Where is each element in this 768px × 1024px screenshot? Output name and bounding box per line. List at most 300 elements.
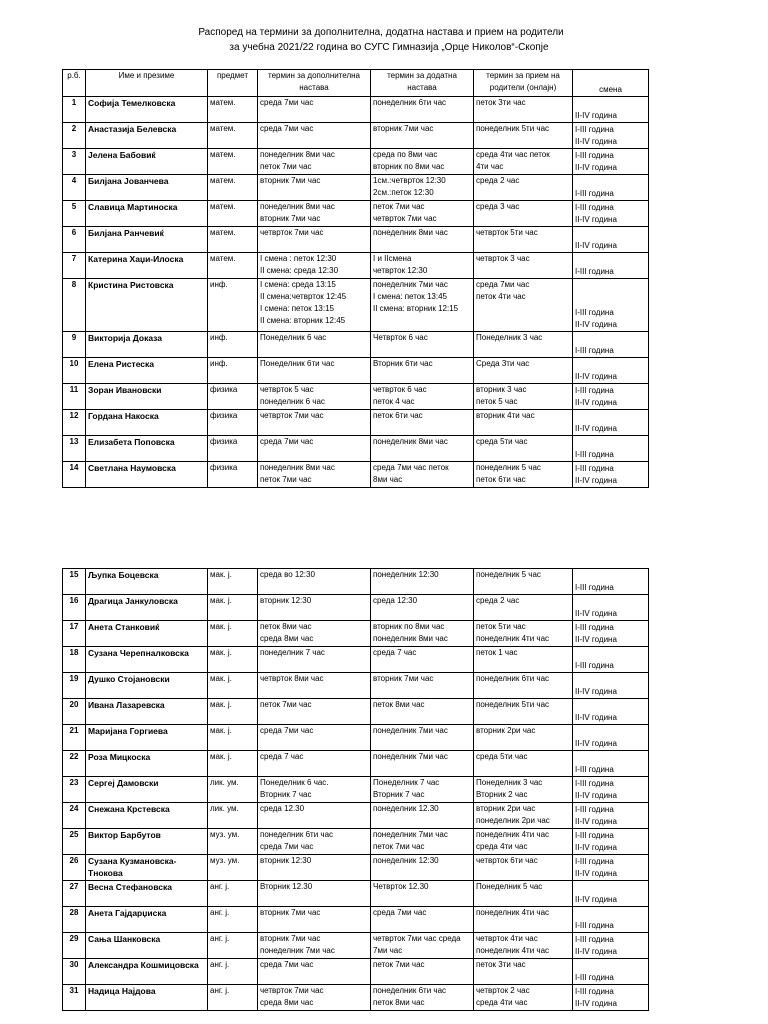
extra-class-term-line: Понеделник 6 час <box>260 333 327 342</box>
row-number: 11 <box>63 384 86 410</box>
shift-line: I-III година <box>575 921 614 930</box>
row-number: 24 <box>63 803 86 829</box>
shift <box>573 803 649 829</box>
extra-class-term <box>258 253 371 279</box>
shift-line: I-III година <box>575 583 614 592</box>
parents-meeting-term-line: среда 5ти час <box>476 752 528 761</box>
extra-class-term <box>258 384 371 410</box>
additional-class-term-line: вторник по 8ми час <box>373 162 445 171</box>
extra-class-term-line: среда 8ми час <box>260 998 314 1007</box>
row-number: 10 <box>63 358 86 384</box>
teacher-name: Виктор Барбутов <box>86 829 208 855</box>
extra-class-term-line: понеделник 8ми час <box>260 463 335 472</box>
extra-class-term <box>258 595 371 621</box>
row-number: 5 <box>63 201 86 227</box>
additional-class-term <box>371 725 474 751</box>
row-number: 8 <box>63 279 86 332</box>
teacher-name: Сања Шанковска <box>86 933 208 959</box>
extra-class-term-line: Вторник 12.30 <box>260 882 313 891</box>
extra-class-term <box>258 621 371 647</box>
subject: мак. ј. <box>208 647 258 673</box>
additional-class-term-line: Вторник 6ти час <box>373 359 433 368</box>
extra-class-term-line: Понеделник 6ти час <box>260 359 335 368</box>
table-row <box>63 673 649 699</box>
additional-class-term <box>371 699 474 725</box>
parents-meeting-term-line: среда 4ти час <box>476 842 528 851</box>
parents-meeting-term-line: среда 4ти час <box>476 998 528 1007</box>
parents-meeting-term-line: петок 3ти час <box>476 960 526 969</box>
teacher-name: Снежана Крстевска <box>86 803 208 829</box>
teacher-name: Сергеј Дамовски <box>86 777 208 803</box>
teacher-name: Софија Темелковска <box>86 97 208 123</box>
parents-meeting-term <box>474 332 573 358</box>
shift-line: II-IV година <box>575 111 617 120</box>
additional-class-term <box>371 253 474 279</box>
extra-class-term-line: вторник 7ми час <box>260 176 321 185</box>
row-number: 13 <box>63 436 86 462</box>
parents-meeting-term-line: среда 3 час <box>476 202 520 211</box>
additional-class-term-line: понеделник 7ми час <box>373 830 448 839</box>
extra-class-term-line: I смена : петок 12:30 <box>260 254 337 263</box>
row-number: 27 <box>63 881 86 907</box>
extra-class-term-line: Понеделник 6 час. <box>260 778 329 787</box>
teacher-name: Љупка Боцевска <box>86 569 208 595</box>
row-number: 26 <box>63 855 86 881</box>
extra-class-term <box>258 699 371 725</box>
parents-meeting-term <box>474 621 573 647</box>
additional-class-term-line: понеделник 6ти час <box>373 986 447 995</box>
shift-line: II-IV година <box>575 163 617 172</box>
extra-class-term-line: среда 7ми час <box>260 98 314 107</box>
additional-class-term-line: понеделник 8ми час <box>373 437 448 446</box>
extra-class-term-line: петок 7ми час <box>260 162 312 171</box>
extra-class-term <box>258 933 371 959</box>
extra-class-term <box>258 829 371 855</box>
extra-class-term <box>258 123 371 149</box>
subject: матем. <box>208 175 258 201</box>
additional-class-term <box>371 673 474 699</box>
additional-class-term <box>371 123 474 149</box>
header-name: Име и презиме <box>86 70 208 97</box>
shift <box>573 569 649 595</box>
additional-class-term <box>371 621 474 647</box>
table-header <box>63 70 649 97</box>
subject: физика <box>208 384 258 410</box>
shift-line: II-IV година <box>575 372 617 381</box>
additional-class-term <box>371 332 474 358</box>
parents-meeting-term-line: понеделник 5 час <box>476 463 541 472</box>
shift-line: I-III година <box>575 386 614 395</box>
subject: матем. <box>208 123 258 149</box>
table-row <box>63 97 649 123</box>
parents-meeting-term <box>474 227 573 253</box>
row-number: 29 <box>63 933 86 959</box>
teacher-name: Надица Најдова <box>86 985 208 1011</box>
parents-meeting-term-line: четврток 5ти час <box>476 228 538 237</box>
additional-class-term-line: I и IIсмена <box>373 254 412 263</box>
additional-class-term-line: Четврток 12.30 <box>373 882 429 891</box>
row-number: 19 <box>63 673 86 699</box>
teacher-name: Билјана Јованчева <box>86 175 208 201</box>
parents-meeting-term-line: понеделник 4ти час <box>476 634 550 643</box>
parents-meeting-term <box>474 462 573 488</box>
table-row <box>63 569 649 595</box>
additional-class-term-line: 2см.:петок 12:30 <box>373 188 434 197</box>
parents-meeting-term-line: среда 2 час <box>476 596 520 605</box>
teacher-name: Анета Станковиќ <box>86 621 208 647</box>
extra-class-term-line: четврток 7ми час <box>260 411 324 420</box>
subject: анг. ј. <box>208 959 258 985</box>
shift-line: I-III година <box>575 857 614 866</box>
additional-class-term-line: петок 7ми час <box>373 202 425 211</box>
extra-class-term-line: среда 7ми час <box>260 726 314 735</box>
shift <box>573 201 649 227</box>
teacher-name: Роза Мицкоска <box>86 751 208 777</box>
teacher-name-line: Сузана Кузмановска- <box>88 856 177 866</box>
extra-class-term-line: четврток 8ми час <box>260 674 324 683</box>
parents-meeting-term-line: Вторник 2 час <box>476 790 528 799</box>
shift-line: I-III година <box>575 805 614 814</box>
additional-class-term <box>371 907 474 933</box>
shift <box>573 777 649 803</box>
shift-line: I-III година <box>575 935 614 944</box>
shift-line: II-IV година <box>575 398 617 407</box>
additional-class-term-line: понеделник 12:30 <box>373 570 439 579</box>
teacher-name-line: Тнокова <box>88 868 123 878</box>
teacher-name: Билјана Ранчевиќ <box>86 227 208 253</box>
additional-class-term-line: понеделник 6ти час <box>373 98 447 107</box>
extra-class-term-line: петок 7ми час <box>260 700 312 709</box>
table-row <box>63 985 649 1011</box>
shift-line: I-III година <box>575 450 614 459</box>
table-row <box>63 855 649 881</box>
teacher-name: Весна Стефановска <box>86 881 208 907</box>
table-row <box>63 699 649 725</box>
row-number: 25 <box>63 829 86 855</box>
row-number: 18 <box>63 647 86 673</box>
additional-class-term <box>371 595 474 621</box>
additional-class-term-line: вторник по 8ми час <box>373 622 445 631</box>
additional-class-term <box>371 985 474 1011</box>
parents-meeting-term-line: среда 4ти час петок <box>476 150 550 159</box>
row-number: 9 <box>63 332 86 358</box>
parents-meeting-term-line: Понеделник 3 час <box>476 333 543 342</box>
parents-meeting-term <box>474 699 573 725</box>
shift-line: II-IV година <box>575 843 617 852</box>
row-number: 17 <box>63 621 86 647</box>
parents-meeting-term-line: вторник 3 час <box>476 385 527 394</box>
teacher-name: Гордана Накоска <box>86 410 208 436</box>
extra-class-term-line: вторник 7ми час <box>260 908 321 917</box>
subject: матем. <box>208 253 258 279</box>
extra-class-term <box>258 959 371 985</box>
additional-class-term-line: Вторник 7 час <box>373 790 425 799</box>
parents-meeting-term-line: петок 3ти час <box>476 98 526 107</box>
shift-line: I-III година <box>575 346 614 355</box>
subject: анг. ј. <box>208 907 258 933</box>
table-row <box>63 462 649 488</box>
teacher-name: Александра Кошмицовска <box>86 959 208 985</box>
shift-line: II-IV година <box>575 791 617 800</box>
table-row <box>63 777 649 803</box>
table-row <box>63 123 649 149</box>
extra-class-term-line: четврток 7ми час <box>260 986 324 995</box>
subject: физика <box>208 410 258 436</box>
shift <box>573 358 649 384</box>
subject: физика <box>208 462 258 488</box>
table-row <box>63 621 649 647</box>
shift-line: I-III година <box>575 308 614 317</box>
extra-class-term-line: вторник 7ми час <box>260 214 321 223</box>
shift <box>573 123 649 149</box>
header-parents: термин за прием на родители (онлајн) <box>474 70 573 97</box>
extra-class-term <box>258 855 371 881</box>
additional-class-term-line: четврток 7ми час <box>373 214 437 223</box>
row-number: 16 <box>63 595 86 621</box>
parents-meeting-term-line: понеделник 6ти час <box>476 674 550 683</box>
parents-meeting-term-line: четврток 2 час <box>476 986 530 995</box>
row-number: 30 <box>63 959 86 985</box>
additional-class-term-line: среда по 8ми час <box>373 150 438 159</box>
additional-class-term-line: вторник 7ми час <box>373 674 434 683</box>
row-number: 21 <box>63 725 86 751</box>
shift <box>573 985 649 1011</box>
subject: анг. ј. <box>208 933 258 959</box>
additional-class-term <box>371 881 474 907</box>
extra-class-term <box>258 358 371 384</box>
additional-class-term <box>371 803 474 829</box>
header-rb: р.б. <box>63 70 86 97</box>
additional-class-term <box>371 569 474 595</box>
parents-meeting-term-line: понеделник 4ти час <box>476 908 550 917</box>
extra-class-term-line: среда 12.30 <box>260 804 305 813</box>
additional-class-term <box>371 436 474 462</box>
extra-class-term <box>258 462 371 488</box>
extra-class-term <box>258 201 371 227</box>
parents-meeting-term <box>474 803 573 829</box>
shift-line: II-IV година <box>575 999 617 1008</box>
extra-class-term <box>258 907 371 933</box>
additional-class-term-line: Понеделник 7 час <box>373 778 440 787</box>
shift-line: I-III година <box>575 831 614 840</box>
row-number: 4 <box>63 175 86 201</box>
teacher-name: Викторија Доказа <box>86 332 208 358</box>
table-row <box>63 647 649 673</box>
table-row <box>63 595 649 621</box>
shift <box>573 959 649 985</box>
shift-line: II-IV година <box>575 241 617 250</box>
additional-class-term <box>371 647 474 673</box>
extra-class-term <box>258 803 371 829</box>
additional-class-term <box>371 149 474 175</box>
header-extra: термин за дополнителна настава <box>258 70 371 97</box>
shift <box>573 332 649 358</box>
teacher-name: Ивана Лазаревска <box>86 699 208 725</box>
parents-meeting-term <box>474 123 573 149</box>
table-row <box>63 803 649 829</box>
table-row <box>63 253 649 279</box>
additional-class-term <box>371 358 474 384</box>
shift <box>573 751 649 777</box>
doc-title-line2: за учебна 2021/22 година во СУГС Гимназија „Орце Николов“-Скопје <box>229 42 549 53</box>
extra-class-term-line: понеделник 6 час <box>260 397 325 406</box>
shift-line: II-IV година <box>575 215 617 224</box>
row-number: 6 <box>63 227 86 253</box>
doc-title-line1: Распоред на термини за дополнителна, додатна настава и прием на родители <box>198 27 564 38</box>
teacher-name: Анета Гајдарџиска <box>86 907 208 933</box>
header-additional: термин за додатна настава <box>371 70 474 97</box>
table-row <box>63 410 649 436</box>
shift-line: II-IV година <box>575 476 617 485</box>
shift <box>573 462 649 488</box>
shift-line: I-III година <box>575 189 614 198</box>
row-number: 20 <box>63 699 86 725</box>
shift-line: II-IV година <box>575 609 617 618</box>
additional-class-term-line: среда 7 час <box>373 648 417 657</box>
parents-meeting-term-line: вторник 4ти час <box>476 411 535 420</box>
parents-meeting-term <box>474 647 573 673</box>
row-number: 3 <box>63 149 86 175</box>
teacher-name: Славица Мартиноска <box>86 201 208 227</box>
shift <box>573 436 649 462</box>
extra-class-term <box>258 436 371 462</box>
additional-class-term-line: понеделник 8ми час <box>373 634 448 643</box>
parents-meeting-term <box>474 279 573 332</box>
extra-class-term-line: понеделник 6ти час <box>260 830 334 839</box>
extra-class-term <box>258 569 371 595</box>
subject: матем. <box>208 149 258 175</box>
additional-class-term <box>371 410 474 436</box>
parents-meeting-term <box>474 725 573 751</box>
subject: мак. ј. <box>208 673 258 699</box>
table-row <box>63 201 649 227</box>
shift <box>573 933 649 959</box>
teacher-name: Сузана Черепналковска <box>86 647 208 673</box>
teacher-name: Јелена Бабовиќ <box>86 149 208 175</box>
teacher-name: Кристина Ристовска <box>86 279 208 332</box>
extra-class-term-line: среда 7 час <box>260 752 304 761</box>
parents-meeting-term <box>474 595 573 621</box>
parents-meeting-term <box>474 777 573 803</box>
extra-class-term-line: среда 7ми час <box>260 437 314 446</box>
extra-class-term <box>258 97 371 123</box>
shift-line: II-IV година <box>575 739 617 748</box>
parents-meeting-term-line: понеделник 5ти час <box>476 700 550 709</box>
extra-class-term-line: понеделник 8ми час <box>260 150 335 159</box>
header-shift: смена <box>573 70 649 97</box>
extra-class-term-line: среда во 12:30 <box>260 570 315 579</box>
shift <box>573 829 649 855</box>
teacher-name: Драгица Јанкуловска <box>86 595 208 621</box>
subject: лик. ум. <box>208 803 258 829</box>
additional-class-term-line: понеделник 12.30 <box>373 804 439 813</box>
parents-meeting-term <box>474 881 573 907</box>
shift-line: I-III година <box>575 464 614 473</box>
shift-line: I-III година <box>575 661 614 670</box>
parents-meeting-term-line: вторник 2ри час <box>476 804 536 813</box>
parents-meeting-term <box>474 201 573 227</box>
additional-class-term <box>371 201 474 227</box>
parents-meeting-term <box>474 253 573 279</box>
extra-class-term <box>258 725 371 751</box>
parents-meeting-term-line: среда 5ти час <box>476 437 528 446</box>
row-number: 12 <box>63 410 86 436</box>
extra-class-term-line: среда 7ми час <box>260 960 314 969</box>
subject: инф. <box>208 332 258 358</box>
additional-class-term <box>371 751 474 777</box>
subject: матем. <box>208 201 258 227</box>
extra-class-term-line: II смена: среда 12:30 <box>260 266 339 275</box>
additional-class-term <box>371 959 474 985</box>
header-subject: предмет <box>208 70 258 97</box>
table-row <box>63 751 649 777</box>
table-row <box>63 881 649 907</box>
subject: мак. ј. <box>208 699 258 725</box>
extra-class-term-line: II смена:четврток 12:45 <box>260 292 347 301</box>
extra-class-term-line: петок 7ми час <box>260 475 312 484</box>
teacher-name: Елена Ристеска <box>86 358 208 384</box>
additional-class-term <box>371 279 474 332</box>
row-number: 22 <box>63 751 86 777</box>
additional-class-term <box>371 97 474 123</box>
extra-class-term-line: вторник 12:30 <box>260 856 312 865</box>
shift <box>573 907 649 933</box>
additional-class-term <box>371 384 474 410</box>
additional-class-term <box>371 175 474 201</box>
parents-meeting-term <box>474 907 573 933</box>
shift <box>573 881 649 907</box>
subject: матем. <box>208 227 258 253</box>
shift <box>573 253 649 279</box>
teacher-name: Светлана Наумовска <box>86 462 208 488</box>
parents-meeting-term <box>474 410 573 436</box>
additional-class-term-line: среда 7ми час петок <box>373 463 449 472</box>
shift-line: II-IV година <box>575 713 617 722</box>
parents-meeting-term-line: Понеделник 5 час <box>476 882 543 891</box>
additional-class-term-line: четврток 6 час <box>373 385 427 394</box>
shift-line: I-III година <box>575 765 614 774</box>
extra-class-term-line: вторник 12:30 <box>260 596 312 605</box>
parents-meeting-term-line: четврток 3 час <box>476 254 530 263</box>
row-number: 2 <box>63 123 86 149</box>
additional-class-term <box>371 777 474 803</box>
additional-class-term <box>371 227 474 253</box>
parents-meeting-term-line: Среда 3ти час <box>476 359 530 368</box>
additional-class-term-line: вторник 7ми час <box>373 124 434 133</box>
parents-meeting-term-line: вторник 2ри час <box>476 726 536 735</box>
table-row <box>63 725 649 751</box>
additional-class-term-line: понеделник 7ми час <box>373 726 448 735</box>
teacher-name: Елизабета Поповска <box>86 436 208 462</box>
extra-class-term <box>258 279 371 332</box>
parents-meeting-term <box>474 673 573 699</box>
additional-class-term-line: петок 8ми час <box>373 700 425 709</box>
parents-meeting-term-line: четврток 6ти час <box>476 856 538 865</box>
shift <box>573 279 649 332</box>
subject: матем. <box>208 97 258 123</box>
row-number: 15 <box>63 569 86 595</box>
table-row <box>63 959 649 985</box>
teacher-name <box>86 855 208 881</box>
table-row <box>63 829 649 855</box>
extra-class-term-line: Вторник 7 час <box>260 790 312 799</box>
extra-class-term-line: среда 7ми час <box>260 842 314 851</box>
additional-class-term-line: понеделник 7ми час <box>373 280 448 289</box>
additional-class-term-line: 1см.:четврток 12:30 <box>373 176 446 185</box>
shift-line: I-III година <box>575 267 614 276</box>
additional-class-term-line: среда 12:30 <box>373 596 418 605</box>
shift <box>573 673 649 699</box>
